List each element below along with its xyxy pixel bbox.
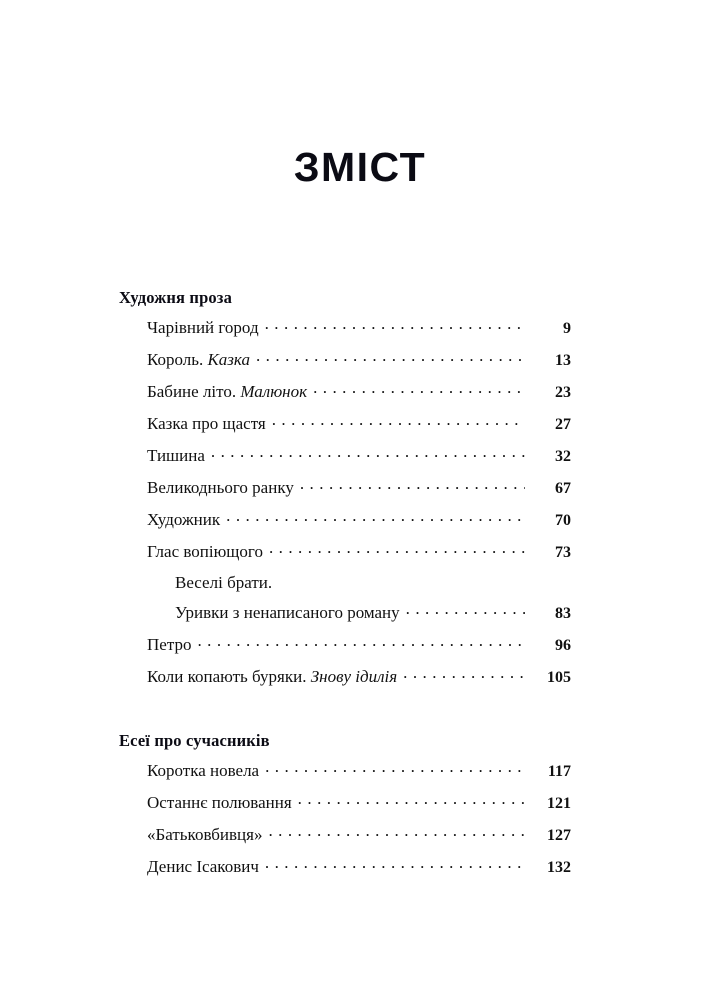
toc-entry[interactable] [119, 666, 571, 698]
dot-leader [197, 634, 525, 650]
toc-entry-title [147, 414, 266, 434]
toc-entry-title-main: Коли копають буряки. [147, 667, 311, 686]
page-title: ЗМІСТ [293, 144, 427, 190]
dot-leader [313, 381, 525, 397]
toc-entry-title-main: Тишина [147, 446, 205, 465]
toc-page-number: 132 [547, 859, 571, 876]
toc-section [119, 288, 571, 698]
toc-entry-title-main: Глас вопіющого [147, 542, 263, 561]
toc-page-number: 32 [555, 448, 571, 465]
toc-page-number: 96 [555, 637, 571, 654]
toc-page-number: 13 [555, 352, 571, 369]
toc-entry-title [147, 318, 259, 338]
toc-entry-title [147, 446, 205, 466]
section-heading: Художня проза [119, 288, 232, 307]
toc-entry-title-main: «Батьковбивця» [147, 825, 263, 844]
toc-entry-title-main: Великоднього ранку [147, 478, 294, 497]
toc-entry-title [147, 350, 250, 370]
dot-leader [256, 349, 525, 365]
toc-entry[interactable] [119, 856, 571, 888]
dot-leader [265, 760, 525, 776]
toc-entry-subtitle: Малюнок [240, 382, 308, 401]
toc-entry-subtitle-row [147, 602, 571, 634]
toc-entry-subtitle: Уривки з ненаписаного роману [175, 603, 400, 622]
dot-leader [406, 602, 525, 618]
section-heading: Есеї про сучасників [119, 731, 270, 750]
toc-entry[interactable] [119, 445, 571, 477]
toc-entry[interactable] [119, 634, 571, 666]
toc-page-number: 67 [555, 480, 571, 497]
toc-entry[interactable] [119, 760, 571, 792]
toc-entry-title [147, 667, 397, 687]
toc-page-number: 117 [547, 763, 571, 780]
toc-page-number: 9 [563, 320, 571, 337]
toc-entry-title-main: Денис Ісакович [147, 857, 259, 876]
dot-leader [226, 509, 525, 525]
toc-entry-list [119, 317, 571, 698]
toc-entry[interactable] [119, 381, 571, 413]
dot-leader [268, 824, 525, 840]
dot-leader [211, 445, 525, 461]
toc-page-number: 27 [555, 416, 571, 433]
toc-entry-title-main: Петро [147, 635, 192, 654]
toc-entry[interactable] [119, 317, 571, 349]
toc-page-number: 127 [547, 827, 571, 844]
toc-entry-title [147, 635, 191, 655]
toc-entry-subtitle: Знову ідилія [310, 667, 398, 686]
table-of-contents [119, 288, 571, 888]
dot-leader [265, 856, 525, 872]
toc-page-number: 70 [555, 512, 571, 529]
toc-entry-title [147, 510, 220, 530]
toc-entry[interactable] [119, 349, 571, 381]
toc-entry-title [147, 793, 292, 813]
toc-entry-title: Веселі брати. [175, 573, 273, 592]
toc-entry-title [147, 382, 307, 402]
toc-entry[interactable] [119, 413, 571, 445]
toc-entry-title-main: Художник [147, 510, 221, 529]
toc-entry-title-main: Казка про щастя [147, 414, 266, 433]
toc-entry[interactable] [119, 477, 571, 509]
toc-entry-title-main: Останнє полювання [147, 793, 292, 812]
toc-entry-title [147, 478, 294, 498]
dot-leader [269, 541, 525, 557]
toc-page-number: 83 [555, 605, 571, 622]
toc-entry[interactable] [119, 792, 571, 824]
dot-leader [403, 666, 525, 682]
toc-entry[interactable] [119, 509, 571, 541]
dot-leader [298, 792, 525, 808]
toc-page-number: 121 [547, 795, 571, 812]
toc-entry-title [147, 825, 262, 845]
toc-page-number: 73 [555, 544, 571, 561]
toc-entry-subtitle: Казка [207, 350, 250, 369]
toc-section [119, 731, 571, 888]
dot-leader [265, 317, 525, 333]
dot-leader [272, 413, 525, 429]
toc-entry-title-main: Чарівний город [147, 318, 259, 337]
toc-entry-title [147, 857, 259, 877]
toc-entry[interactable] [119, 573, 571, 634]
toc-entry-title-main: Король. [147, 350, 208, 369]
toc-entry-title [147, 761, 259, 781]
toc-entry[interactable] [119, 824, 571, 856]
toc-page-number: 23 [555, 384, 571, 401]
toc-entry-title [147, 542, 263, 562]
toc-entry-list [119, 760, 571, 888]
dot-leader [300, 477, 525, 493]
toc-entry-title-main: Бабине літо. [147, 382, 241, 401]
toc-page-number: 105 [547, 669, 571, 686]
toc-entry[interactable] [119, 541, 571, 573]
toc-entry-title-main: Коротка новела [147, 761, 260, 780]
